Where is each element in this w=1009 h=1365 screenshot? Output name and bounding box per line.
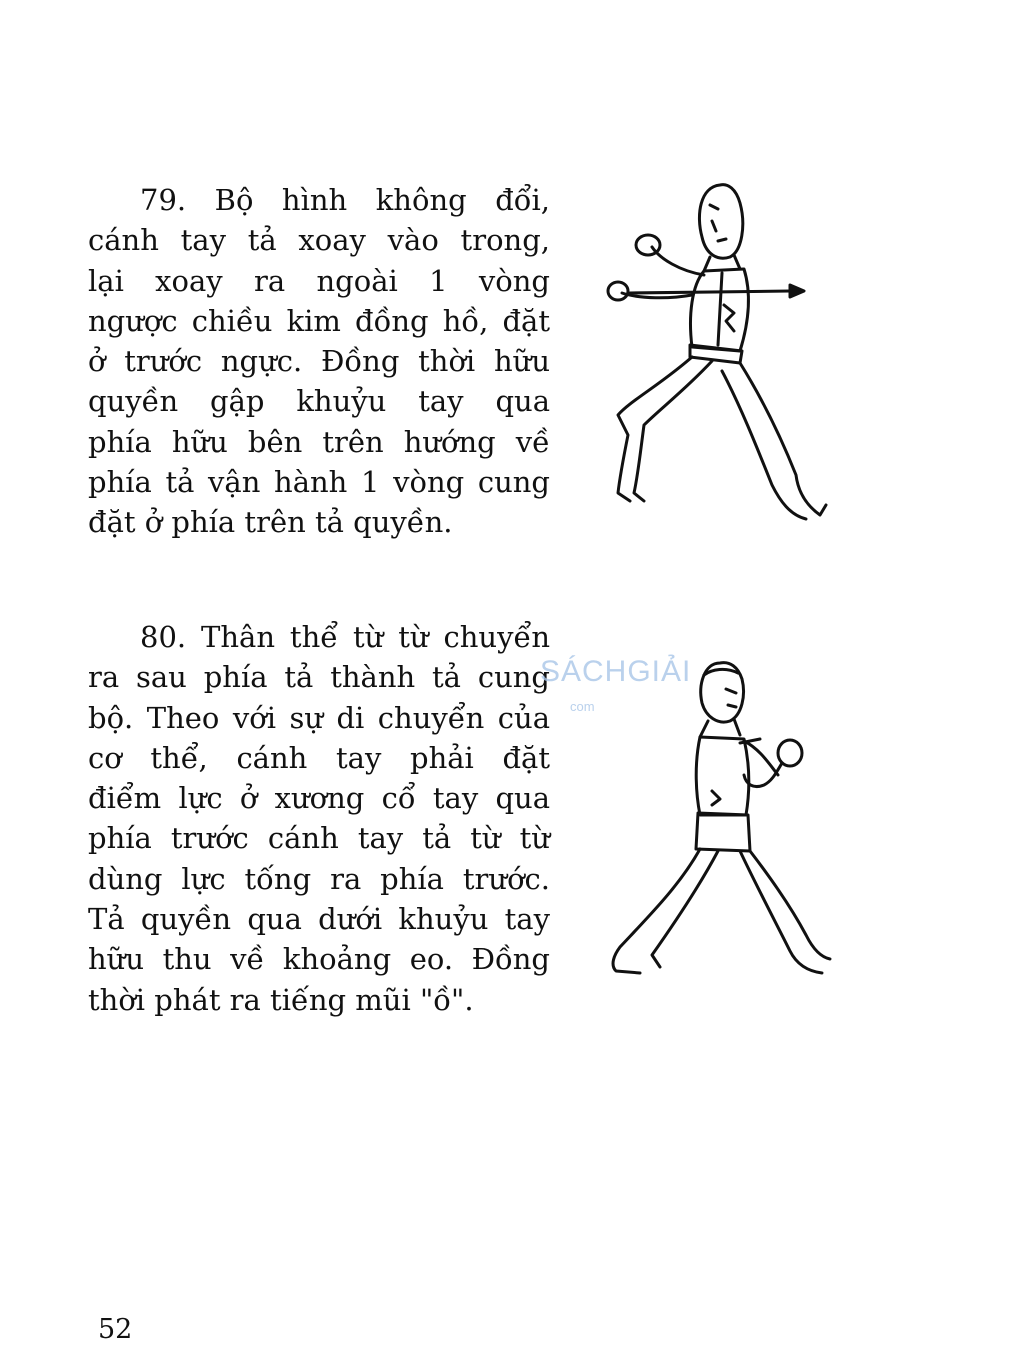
text-line: cơ thể, cánh tay phải đặt [88,740,550,775]
step-80-martial-arts-illustration [600,655,840,985]
text-line: thời phát ra tiếng mũi "ồ". [88,982,474,1017]
text-line: ngược chiều kim đồng hồ, đặt [88,303,550,338]
text-line: ra sau phía tả thành tả cung [88,660,550,695]
text-line: ở trước ngực. Đồng thời hữu [88,344,550,379]
text-line: Tả quyền qua dưới khuỷu tay [88,902,550,937]
step-79-paragraph [88,180,550,543]
text-line: bộ. Theo với sự di chuyển của [88,700,550,735]
step-80-paragraph [88,617,550,1020]
text-line: điểm lực ở xương cổ tay qua [88,781,550,816]
text-line: phía hữu bên trên hướng về [88,424,550,459]
text-line: quyền gập khuỷu tay qua [88,384,550,419]
text-line: phía trước cánh tay tả từ từ [88,821,550,856]
text-line: đặt ở phía trên tả quyền. [88,505,453,540]
watermark-text: SÁCHGIẢI [540,655,692,688]
text-line: phía tả vận hành 1 vòng cung [88,465,550,500]
step-79-martial-arts-illustration [600,175,840,535]
text-line: hữu thu về khoảng eo. Đồng [88,942,550,977]
text-line: 79. Bộ hình không đổi, [140,183,550,217]
watermark-subtext: com [570,699,595,714]
text-line: lại xoay ra ngoài 1 vòng [88,263,550,298]
text-line: cánh tay tả xoay vào trong, [88,223,550,258]
text-line: dùng lực tống ra phía trước. [88,861,550,896]
text-line: 80. Thân thể từ từ chuyển [140,620,550,654]
page-number: 52 [98,1314,133,1345]
